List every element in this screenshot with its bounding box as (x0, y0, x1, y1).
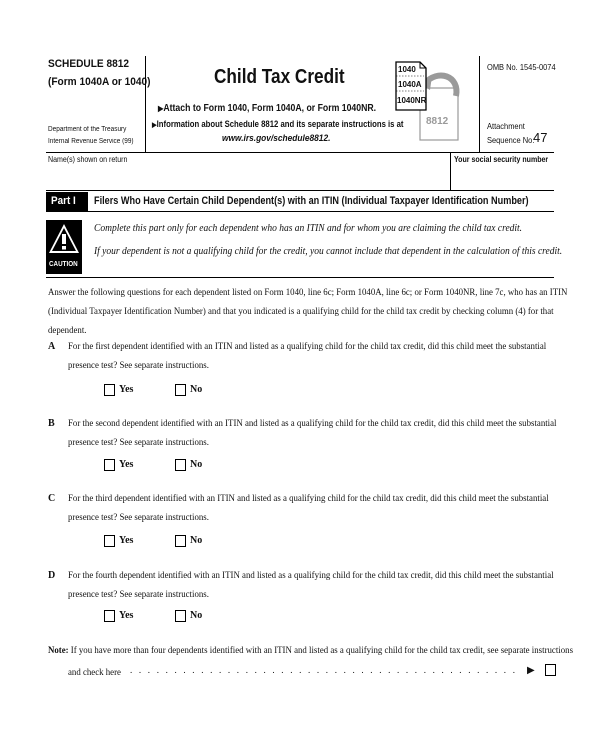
sequence-number: 47 (533, 130, 548, 145)
department-label: Department of the Treasury (48, 126, 127, 133)
part-label: Part I (46, 192, 88, 211)
question-d-yes-label: Yes (119, 610, 134, 621)
question-letter-b: B (48, 418, 55, 429)
question-b-no-label: No (190, 459, 203, 470)
question-a-no-checkbox[interactable] (175, 384, 186, 396)
form-icon-1040a: 1040A (398, 80, 422, 89)
header-divider-left (145, 56, 146, 152)
question-b-no-checkbox[interactable] (175, 459, 186, 471)
form-icon-1040: 1040 (398, 65, 416, 74)
note-line-1 (48, 641, 573, 660)
form-icon-8812: 8812 (426, 116, 449, 127)
question-d-text: For the fourth dependent identified with an ITIN and listed as a qualifying child for the child tax credit, did this child meet the substantial presence test? See separate instructions. (68, 570, 554, 600)
note-line-2: and check here (68, 667, 121, 678)
question-d-yes-checkbox[interactable] (104, 610, 115, 622)
header-divider-right (479, 56, 480, 152)
caution-label: CAUTION (49, 261, 78, 268)
question-c-no-label: No (190, 535, 203, 546)
header-bottom-rule (46, 152, 554, 153)
intro-paragraph (48, 283, 567, 340)
part-title-rule (46, 211, 554, 212)
intro-line-2: (Individual Taxpayer Identification Number) and that you indicated is a qualifying child for the child tax credit by checking column (4) for that (48, 306, 554, 317)
sequence-label: Sequence No. (487, 135, 535, 145)
question-c-yes-checkbox[interactable] (104, 535, 115, 547)
ssn-divider (450, 152, 451, 190)
note-leader-dots: . . . . . . . . . . . . . . . . . . . . . . . . . . . . . . . . . . . . . . . . . . . . (130, 665, 518, 675)
caution-icon (46, 220, 82, 274)
names-label[interactable]: Name(s) shown on return (48, 155, 128, 164)
arrow-right-icon: ▶ (152, 122, 157, 129)
schedule-forms: (Form 1040A or 1040) (48, 76, 151, 88)
form-stack-icon (394, 58, 472, 154)
question-b-yes-label: Yes (119, 459, 134, 470)
intro-line-3: dependent. (48, 325, 87, 336)
more-dependents-checkbox[interactable] (545, 664, 556, 676)
question-d-no-label: No (190, 610, 203, 621)
note-text: If you have more than four dependents identified with an ITIN and listed as a qualifying child for the child tax credit, see separate instructions (70, 645, 574, 656)
question-b-yes-checkbox[interactable] (104, 459, 115, 471)
question-d-no-checkbox[interactable] (175, 610, 186, 622)
omb-number: OMB No. 1545-0074 (487, 62, 556, 72)
caution-text-1: Complete this part only for each dependent who has an ITIN and for whom you are claiming the child tax credit. (94, 223, 523, 234)
caution-text-2: If your dependent is not a qualifying child for the credit, you cannot include that dependent in the calculation of this credit. (94, 246, 563, 257)
attachment-label: Attachment (487, 121, 525, 131)
question-letter-d: D (48, 570, 56, 581)
info-instruction: ▶Information about Schedule 8812 and its separate instructions is at (152, 119, 404, 129)
question-b-text: For the second dependent identified with an ITIN and listed as a qualifying child for the child tax credit, did this child meet the substantial presence test? See separate instructions. (68, 418, 557, 448)
question-letter-a: A (48, 341, 56, 352)
intro-line-1: Answer the following questions for each dependent listed on Form 1040, line 6c; Form 1040A, line 6c; or Form 1040NR, line 7c, who has an ITIN (48, 287, 568, 298)
irs-url[interactable]: www.irs.gov/schedule8812. (222, 133, 331, 144)
irs-label: Internal Revenue Service (99) (48, 138, 134, 145)
ssn-label[interactable]: Your social security number (454, 155, 549, 164)
schedule-number: SCHEDULE 8812 (48, 58, 130, 70)
name-row-bottom-rule (46, 190, 554, 191)
question-a-yes-label: Yes (119, 384, 134, 395)
form-icon-1040nr: 1040NR (397, 96, 427, 105)
caution-rule (46, 277, 554, 278)
arrow-right-icon: ▶ (158, 104, 164, 113)
question-a-text: For the first dependent identified with an ITIN and listed as a qualifying child for the child tax credit, did this child meet the substantial presence test? See separate instructions. (68, 341, 547, 371)
question-letter-c: C (48, 493, 56, 504)
question-a-yes-checkbox[interactable] (104, 384, 115, 396)
question-a-no-label: No (190, 384, 203, 395)
note-label: Note: (48, 645, 69, 656)
question-c-yes-label: Yes (119, 535, 134, 546)
question-c-text: For the third dependent identified with an ITIN and listed as a qualifying child for the child tax credit, did this child meet the substantial presence test? See separate instructions. (68, 493, 549, 523)
question-c-no-checkbox[interactable] (175, 535, 186, 547)
part-title: Filers Who Have Certain Child Dependent(s) with an ITIN (Individual Taxpayer Identification Number) (94, 195, 529, 207)
form-title: Child Tax Credit (214, 66, 345, 88)
attach-instruction: ▶Attach to Form 1040, Form 1040A, or Form 1040NR. (158, 103, 377, 114)
arrow-right-icon: ▶ (527, 665, 535, 676)
